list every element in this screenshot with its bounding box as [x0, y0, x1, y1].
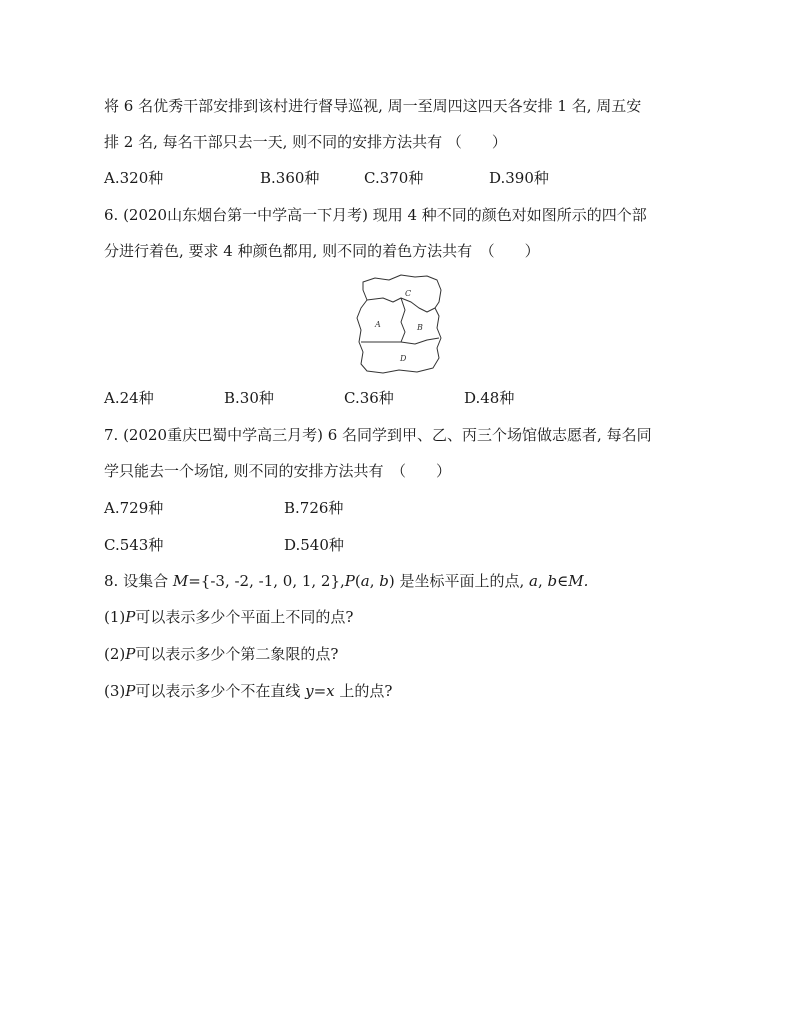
q8-stem-prefix: 8. 设集合 — [104, 572, 173, 590]
figure-label-b: B — [417, 323, 423, 332]
q8-arg-sep: , — [369, 572, 380, 590]
q8-set-var: M — [172, 572, 189, 590]
figure-label-a: A — [375, 320, 381, 329]
q5-option-b: B.360种 — [260, 169, 320, 187]
q8-elem-sep: , — [537, 572, 548, 590]
figure-label-c: C — [405, 289, 412, 298]
region-coloring-figure — [355, 272, 443, 376]
q6-stem-line-1: 6. (2020山东烟台第一中学高一下月考) 现用 4 种不同的颜色对如图所示的四个部 — [104, 206, 647, 224]
q8-stem — [104, 571, 588, 591]
q8-point-rest: ) 是坐标平面上的点, — [388, 572, 530, 590]
q8-sub2 — [104, 644, 338, 664]
q8-sub3-number: (3) — [104, 682, 126, 700]
q5-stem-line-2: 排 2 名, 每名干部只去一天, 则不同的安排方法共有 （ ） — [104, 133, 507, 151]
q5-option-d: D.390种 — [489, 169, 549, 187]
figure-label-d: D — [400, 354, 407, 363]
q7-option-d: D.540种 — [284, 536, 344, 554]
q6-stem-line-2: 分进行着色, 要求 4 种颜色都用, 则不同的着色方法共有 （ ） — [104, 242, 540, 260]
q8-sub1 — [104, 607, 353, 627]
q6-option-d: D.48种 — [464, 389, 515, 407]
q8-sub1-number: (1) — [104, 608, 126, 626]
q8-arg-a: a — [360, 572, 370, 590]
q8-set-var-end: M. — [568, 572, 589, 590]
figure-d-boundary — [361, 338, 439, 344]
q6-option-a: A.24种 — [104, 389, 154, 407]
q8-sub1-point-var: P — [125, 608, 136, 626]
figure-ab-divider — [401, 298, 405, 342]
q8-sub3-text-b: 上的点? — [334, 682, 393, 700]
q6-option-c: C.36种 — [344, 389, 394, 407]
q8-arg-b: b — [379, 572, 389, 590]
q7-option-c: C.543种 — [104, 536, 164, 554]
q6-option-b: B.30种 — [224, 389, 274, 407]
q7-stem-line-2: 学只能去一个场馆, 则不同的安排方法共有 （ ） — [104, 462, 452, 480]
figure-c-boundary — [367, 298, 435, 312]
q8-sub3-line-eq: y=x — [305, 682, 335, 700]
q8-in-symbol: ∈ — [557, 572, 569, 590]
q8-point-var: P — [344, 572, 355, 590]
q8-sub1-text: 可以表示多少个平面上不同的点? — [135, 608, 354, 626]
q8-sub2-point-var: P — [125, 645, 136, 663]
q5-option-a: A.320种 — [104, 169, 164, 187]
q8-sub2-number: (2) — [104, 645, 126, 663]
q5-stem-line-1: 将 6 名优秀干部安排到该村进行督导巡视, 周一至周四这四天各安排 1 名, 周五安 — [104, 97, 642, 115]
figure-outer-boundary — [357, 275, 441, 373]
q8-sub3-point-var: P — [125, 682, 136, 700]
q8-sub2-text: 可以表示多少个第二象限的点? — [135, 645, 339, 663]
q7-option-a: A.729种 — [104, 499, 164, 517]
q8-set-body: ={-3, -2, -1, 0, 1, 2}, — [188, 572, 345, 590]
q8-elem-b: b — [547, 572, 558, 590]
q8-paren-open: ( — [354, 572, 361, 590]
q8-elem-a: a — [529, 572, 538, 590]
q8-sub3-text-a: 可以表示多少个不在直线 — [135, 682, 306, 700]
q5-option-c: C.370种 — [364, 169, 424, 187]
q8-sub3 — [104, 681, 392, 701]
q7-stem-line-1: 7. (2020重庆巴蜀中学高三月考) 6 名同学到甲、乙、丙三个场馆做志愿者, 每名同 — [104, 426, 652, 444]
q7-option-b: B.726种 — [284, 499, 344, 517]
